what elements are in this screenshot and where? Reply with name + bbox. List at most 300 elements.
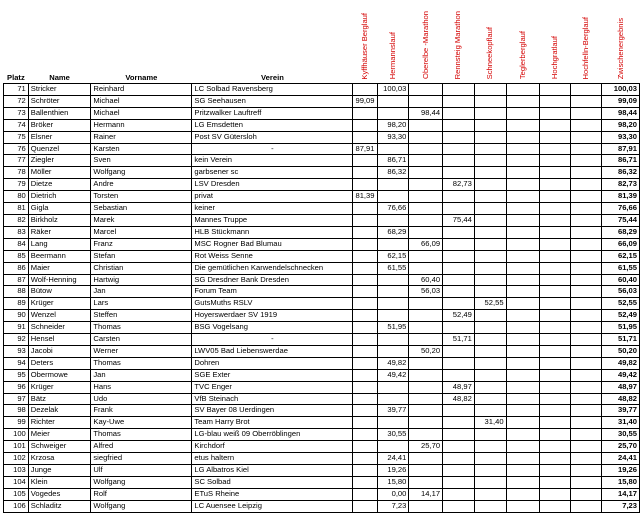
cell-race-result [474,274,506,286]
cell-race-result [506,453,539,465]
cell-race-result [571,476,602,488]
cell-race-result [443,203,475,215]
cell-platz: 88 [4,286,29,298]
cell-race-result [474,155,506,167]
cell-platz: 90 [4,310,29,322]
header-hochgratlauf [539,0,570,84]
cell-race-result [353,441,377,453]
cell-verein: Dohren [192,357,353,369]
cell-race-result [443,357,475,369]
cell-vorname: Jan [91,369,192,381]
cell-race-result: 86,32 [377,167,409,179]
cell-vorname: Torsten [91,191,192,203]
header-platz: Platz [7,73,25,82]
cell-vorname: Thomas [91,429,192,441]
cell-verein: Mannes Truppe [192,214,353,226]
table-row [4,369,640,381]
results-rows [4,84,640,513]
cell-race-result [409,143,443,155]
table-row [4,250,640,262]
cell-verein: Team Harry Brot [192,417,353,429]
cell-race-result: 30,55 [377,429,409,441]
cell-platz: 84 [4,238,29,250]
cell-verein: LWV05 Bad Liebenswerdae [192,345,353,357]
cell-race-result [443,274,475,286]
table-row [4,357,640,369]
cell-race-result [377,310,409,322]
cell-race-result [353,119,377,131]
cell-race-result [409,357,443,369]
table-row [4,131,640,143]
cell-race-result: 61,55 [377,262,409,274]
cell-race-result: 100,03 [377,84,409,96]
cell-name: Maier [28,262,91,274]
cell-race-result [377,441,409,453]
table-row [4,429,640,441]
cell-vorname: Alfred [91,441,192,453]
cell-race-result [571,95,602,107]
cell-platz: 79 [4,179,29,191]
cell-race-result [443,500,475,512]
cell-race-result [409,405,443,417]
cell-verein: etus haltern [192,453,353,465]
cell-name: Bätz [28,393,91,405]
cell-race-result [474,453,506,465]
cell-race-result [474,286,506,298]
cell-race-result [443,131,475,143]
table-row [4,119,640,131]
cell-verein: - [192,334,353,346]
cell-race-result [353,334,377,346]
cell-race-result: 19,26 [377,465,409,477]
cell-race-result [571,429,602,441]
cell-race-result: 14,17 [409,488,443,500]
cell-race-result [474,226,506,238]
cell-race-result [474,179,506,191]
cell-race-result [443,405,475,417]
cell-race-result [474,429,506,441]
cell-race-result [474,203,506,215]
cell-race-result [443,107,475,119]
cell-race-result [409,179,443,191]
cell-race-result [571,203,602,215]
cell-race-result [539,417,570,429]
cell-name: Dezelak [28,405,91,417]
cell-platz: 96 [4,381,29,393]
cell-vorname: Sven [91,155,192,167]
cell-race-result [409,95,443,107]
cell-race-result [409,131,443,143]
cell-race-result [353,322,377,334]
cell-race-result [539,345,570,357]
cell-name: Bröker [28,119,91,131]
table-row [4,488,640,500]
cell-vorname: Kay-Uwe [91,417,192,429]
cell-vorname: Stefan [91,250,192,262]
cell-race-result [377,417,409,429]
cell-race-result [353,155,377,167]
cell-name: Räker [28,226,91,238]
cell-race-result [539,476,570,488]
race-label: Hochgratlauf [549,36,559,80]
cell-race-result [409,334,443,346]
cell-race-result [539,357,570,369]
table-row [4,334,640,346]
cell-vorname: siegfried [91,453,192,465]
cell-race-result [409,214,443,226]
header-row [4,0,640,84]
cell-name: Quenzel [28,143,91,155]
cell-race-result [539,310,570,322]
cell-race-result [409,476,443,488]
cell-race-result [571,465,602,477]
cell-race-result [571,393,602,405]
cell-race-result [377,286,409,298]
header-kyffhaeuser [353,0,377,84]
cell-verein: SG Seehausen [192,95,353,107]
cell-race-result [474,167,506,179]
cell-verein: ETuS Rheine [192,488,353,500]
cell-name: Beermann [28,250,91,262]
race-label: Schneekopflauf [485,26,495,80]
cell-race-result [506,465,539,477]
cell-total: 93,30 [602,131,640,143]
cell-race-result [571,214,602,226]
cell-race-result [443,476,475,488]
cell-race-result [506,238,539,250]
cell-race-result [443,191,475,203]
cell-race-result [539,179,570,191]
cell-race-result [443,250,475,262]
cell-race-result [539,119,570,131]
cell-race-result [443,441,475,453]
cell-race-result [571,417,602,429]
cell-platz: 72 [4,95,29,107]
header-hochfelln [571,0,602,84]
table-row [4,143,640,155]
cell-vorname: Thomas [91,322,192,334]
cell-race-result [443,286,475,298]
cell-platz: 77 [4,155,29,167]
header-oberelbe [409,0,443,84]
cell-race-result [506,405,539,417]
cell-total: 99,09 [602,95,640,107]
cell-total: 81,39 [602,191,640,203]
cell-race-result: 98,20 [377,119,409,131]
cell-vorname: Hermann [91,119,192,131]
cell-platz: 76 [4,143,29,155]
cell-race-result [443,322,475,334]
cell-platz: 80 [4,191,29,203]
cell-total: 98,20 [602,119,640,131]
cell-race-result [506,298,539,310]
cell-race-result [353,238,377,250]
cell-race-result [474,381,506,393]
header-zwischenergebnis [602,0,640,84]
cell-verein: MSC Rogner Bad Blumau [192,238,353,250]
cell-race-result [539,488,570,500]
cell-race-result [539,453,570,465]
cell-total: 24,41 [602,453,640,465]
cell-race-result [377,274,409,286]
cell-vorname: Udo [91,393,192,405]
cell-race-result [539,131,570,143]
cell-race-result: 82,73 [443,179,475,191]
cell-name: Klein [28,476,91,488]
cell-race-result [353,214,377,226]
cell-name: Wenzel [28,310,91,322]
cell-verein: SGE Exter [192,369,353,381]
table-row [4,155,640,167]
cell-vorname: Steffen [91,310,192,322]
cell-vorname: Andre [91,179,192,191]
table-row [4,179,640,191]
cell-race-result [571,226,602,238]
cell-race-result [409,322,443,334]
cell-race-result [353,345,377,357]
cell-race-result [571,131,602,143]
cell-total: 48,97 [602,381,640,393]
cell-race-result: 87,91 [353,143,377,155]
cell-verein: LC Auensee Leipzig [192,500,353,512]
cell-race-result [353,417,377,429]
cell-race-result: 93,30 [377,131,409,143]
cell-total: 25,70 [602,441,640,453]
table-row [4,238,640,250]
cell-verein: HLB Stückmann [192,226,353,238]
cell-race-result [506,155,539,167]
cell-race-result [353,381,377,393]
cell-race-result [506,179,539,191]
cell-race-result [539,84,570,96]
cell-race-result [353,357,377,369]
table-row [4,453,640,465]
cell-name: Jacobi [28,345,91,357]
cell-platz: 82 [4,214,29,226]
cell-vorname: Werner [91,345,192,357]
cell-race-result [474,107,506,119]
cell-race-result [539,95,570,107]
table-row [4,191,640,203]
cell-race-result [409,500,443,512]
cell-total: 39,77 [602,405,640,417]
table-row [4,393,640,405]
cell-name: Schröter [28,95,91,107]
cell-race-result [571,238,602,250]
cell-race-result [443,345,475,357]
cell-verein: SG Dresdner Bank Dresden [192,274,353,286]
cell-verein: LG Albatros Kiel [192,465,353,477]
cell-race-result [474,119,506,131]
cell-race-result [377,214,409,226]
cell-name: Krzosa [28,453,91,465]
cell-vorname: Hans [91,381,192,393]
cell-total: 82,73 [602,179,640,191]
cell-vorname: Jan [91,286,192,298]
cell-race-result: 99,09 [353,95,377,107]
cell-total: 48,82 [602,393,640,405]
cell-platz: 105 [4,488,29,500]
cell-race-result [506,143,539,155]
cell-race-result [474,84,506,96]
cell-race-result [571,405,602,417]
cell-race-result [506,226,539,238]
cell-name: Dietze [28,179,91,191]
cell-race-result [353,179,377,191]
header-teglerberglauf [506,0,539,84]
table-row [4,345,640,357]
cell-verein: Pritzwalker Lauftreff [192,107,353,119]
cell-verein: - [192,143,353,155]
cell-race-result [506,345,539,357]
race-label: Teglerberglauf [517,30,527,80]
cell-total: 86,32 [602,167,640,179]
cell-verein: LSV Dresden [192,179,353,191]
cell-race-result [474,238,506,250]
cell-vorname: Marcel [91,226,192,238]
cell-vorname: Carsten [91,334,192,346]
cell-platz: 98 [4,405,29,417]
cell-verein: Die gemütlichen Karwendelschnecken [192,262,353,274]
cell-vorname: Christian [91,262,192,274]
cell-race-result [443,84,475,96]
cell-race-result [443,262,475,274]
cell-race-result: 98,44 [409,107,443,119]
cell-race-result [539,143,570,155]
table-row [4,441,640,453]
cell-verein: Kirchdorf [192,441,353,453]
cell-race-result [506,203,539,215]
cell-race-result [353,286,377,298]
cell-race-result [377,334,409,346]
cell-name: Wolf-Henning [28,274,91,286]
cell-race-result [353,488,377,500]
cell-race-result [539,322,570,334]
cell-race-result [539,107,570,119]
cell-verein: Post SV Gütersloh [192,131,353,143]
cell-race-result [474,465,506,477]
cell-verein: SC Solbad [192,476,353,488]
cell-platz: 104 [4,476,29,488]
cell-race-result [377,238,409,250]
table-row [4,274,640,286]
cell-platz: 83 [4,226,29,238]
cell-race-result: 15,80 [377,476,409,488]
cell-vorname: Michael [91,107,192,119]
cell-verein: Forum Team [192,286,353,298]
table-row [4,95,640,107]
cell-race-result [443,155,475,167]
cell-race-result [409,453,443,465]
cell-race-result [474,143,506,155]
cell-race-result [474,95,506,107]
cell-race-result [443,488,475,500]
cell-race-result [409,155,443,167]
cell-platz: 81 [4,203,29,215]
cell-race-result [353,453,377,465]
cell-total: 50,20 [602,345,640,357]
header-hermannslauf [377,0,409,84]
cell-race-result [506,393,539,405]
cell-verein: kein Verein [192,155,353,167]
cell-name: Hensel [28,334,91,346]
cell-race-result [377,107,409,119]
cell-vorname: Reinhard [91,84,192,96]
cell-platz: 89 [4,298,29,310]
cell-race-result [506,357,539,369]
cell-race-result [443,226,475,238]
cell-platz: 93 [4,345,29,357]
table-row [4,322,640,334]
race-label: Kyffhäuser Berglauf [359,12,369,80]
cell-race-result [409,369,443,381]
cell-race-result [506,84,539,96]
cell-race-result [409,381,443,393]
cell-total: 51,95 [602,322,640,334]
cell-race-result: 81,39 [353,191,377,203]
header-verein: Verein [261,73,284,82]
cell-verein: Hoyerswerdaer SV 1919 [192,310,353,322]
cell-race-result [539,262,570,274]
cell-race-result: 68,29 [377,226,409,238]
cell-race-result [506,417,539,429]
cell-race-result [443,143,475,155]
cell-name: Richter [28,417,91,429]
cell-race-result [571,310,602,322]
cell-race-result [571,191,602,203]
cell-race-result [506,262,539,274]
cell-race-result [409,191,443,203]
cell-vorname: Hartwig [91,274,192,286]
cell-race-result: 50,20 [409,345,443,357]
table-row [4,214,640,226]
cell-race-result [539,369,570,381]
cell-race-result [443,453,475,465]
cell-race-result [474,250,506,262]
cell-name: Schladitz [28,500,91,512]
cell-total: 14,17 [602,488,640,500]
race-label: Oberelbe -Marathon [420,11,430,80]
cell-total: 52,49 [602,310,640,322]
cell-race-result [474,214,506,226]
cell-race-result [353,393,377,405]
cell-vorname: Frank [91,405,192,417]
cell-race-result [571,274,602,286]
cell-race-result: 51,71 [443,334,475,346]
cell-platz: 85 [4,250,29,262]
cell-total: 7,23 [602,500,640,512]
cell-race-result [571,262,602,274]
table-row [4,203,640,215]
cell-race-result [474,357,506,369]
cell-race-result: 39,77 [377,405,409,417]
cell-race-result: 56,03 [409,286,443,298]
cell-name: Stricker [28,84,91,96]
cell-name: Dietrich [28,191,91,203]
cell-race-result [571,488,602,500]
cell-race-result [409,119,443,131]
cell-race-result [377,345,409,357]
cell-race-result [571,155,602,167]
cell-race-result: 24,41 [377,453,409,465]
cell-total: 86,71 [602,155,640,167]
cell-platz: 94 [4,357,29,369]
cell-race-result [443,298,475,310]
cell-race-result [474,322,506,334]
cell-total: 19,26 [602,465,640,477]
cell-race-result [506,381,539,393]
table-row [4,226,640,238]
